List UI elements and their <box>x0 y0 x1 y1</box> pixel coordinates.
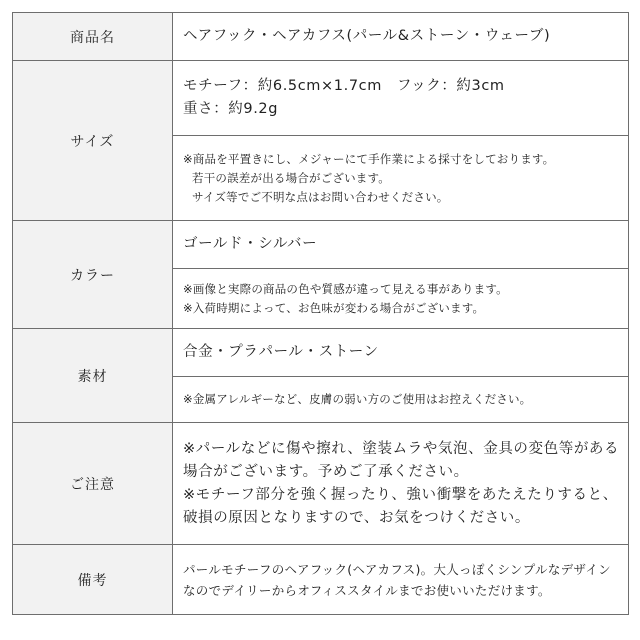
label-color: カラー <box>13 221 173 329</box>
color-note <box>173 269 629 329</box>
caution-paragraph-2: ※モチーフ部分を強く握ったり、強い衝撃をあたえたりすると、破損の原因となりますので、お気をつけください。 <box>183 486 618 526</box>
value-material: 合金・プラパール・ストーン <box>173 329 629 377</box>
color-note-line-1: ※画像と実際の商品の色や質感が違って見える事があります。 <box>183 281 508 296</box>
value-caution <box>173 423 629 545</box>
value-product-name: ヘアフック・ヘアカフス(パール&ストーン・ウェーブ) <box>173 13 629 61</box>
row-caution <box>13 423 629 545</box>
label-size: サイズ <box>13 61 173 221</box>
value-size <box>173 61 629 136</box>
label-remarks: 備考 <box>13 545 173 615</box>
value-color: ゴールド・シルバー <box>173 221 629 269</box>
row-remarks <box>13 545 629 615</box>
size-note-line-3: サイズ等でご不明な点はお問い合わせください。 <box>192 189 449 204</box>
color-note-line-2: ※入荷時期によって、お色味が変わる場合がございます。 <box>183 300 485 315</box>
size-weight: 重さ：約9.2g <box>183 101 279 117</box>
label-product-name: 商品名 <box>13 13 173 61</box>
label-caution: ご注意 <box>13 423 173 545</box>
material-note: ※金属アレルギーなど、皮膚の弱い方のご使用はお控えください。 <box>173 377 629 423</box>
size-note-line-1: ※商品を平置きにし、メジャーにて手作業による採寸をしております。 <box>183 151 555 166</box>
size-note-line-2: 若干の誤差が出る場合がございます。 <box>192 170 390 185</box>
row-product-name <box>13 13 629 61</box>
caution-paragraph-1: ※パールなどに傷や擦れ、塗装ムラや気泡、金具の変色等がある場合がございます。予めご了承ください。 <box>183 440 620 480</box>
row-color-main <box>13 221 629 269</box>
value-remarks: パールモチーフのヘアフック(ヘアカフス)。大人っぽくシンプルなデザインなのでデイリーからオフィススタイルまでお使いいただけます。 <box>173 545 629 615</box>
product-spec-table <box>12 12 629 615</box>
label-material: 素材 <box>13 329 173 423</box>
row-material-main <box>13 329 629 377</box>
size-note <box>173 136 629 221</box>
row-size-main <box>13 61 629 136</box>
size-dimensions: モチーフ：約6.5cm×1.7cm フック：約3cm <box>183 78 505 94</box>
